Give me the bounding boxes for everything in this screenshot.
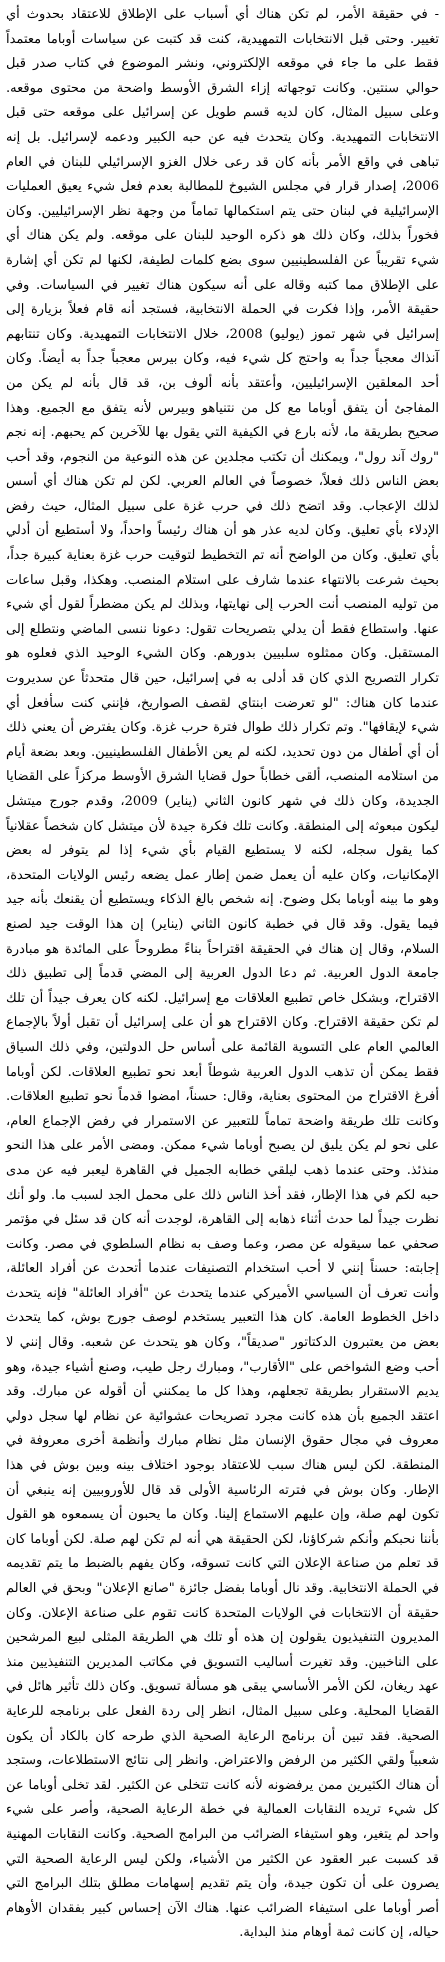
article-body: - في حقيقة الأمر، لم تكن هناك أي أسباب على الإطلاق للاعتقاد بحدوث أي تغيير. وحتى قبل الانتخابات التمهيدية، كنت قد كتبت عن سياسات أوباما معتمداً فقط على ما جاء في موقعه الإلكتروني، ونشر الموضوع في كتاب صدر قبل حوالي سنتين. وكانت توجهاته إزاء الشرق الأوسط واضحة من محتوى موقعه. وعلى سبيل المثال، كان لديه قسم طويل عن إسرائيل على موقعه حتى قبل الانتخابات التمهيدية. وكان يتحدث فيه عن حبه الكبير ودعمه لإسرائيل. بل إنه تباهى في واقع الأمر بأنه كان قد رعى خلال الغزو الإسرائيلي للبنان في العام 2006، إصدار قرار في مجلس الشيوخ للمطالبة بعدم فعل شيء يعيق العمليات الإسرائيلية في لبنان حتى يتم استكمالها تماماً من وجهة نظر الإسرائيليين. وكان فخوراً بذلك، وكان ذلك هو ذكره الوحيد للبنان على موقعه. ولم يكن هناك أي شيء تقريباً عن الفلسطينيين سوى بضع كلمات لطيفة، لكنها لم تكن أي إشارة على الإطلاق مما كتبه وقاله على أنه سيكون هناك تغيير في السياسات. وفي حقيقة الأمر، وإذا فكرت في الحملة الانتخابية، فستجد أنه قام فعلاً بزيارة إلى إسرائيل في شهر تموز (يوليو) 2008، خلال الانتخابات التمهيدية. وكان تنتابهم آنذاك معجباً جداً به واحتج كل شيء فيه، وكان بيرس معجباً جداً به أيضاً. وكان أحد المعلقين الإسرائيليين، وأعتقد بأنه ألوف بن، قد قال بأنه لم يكن من المفاجئ أن يتفق أوباما مع كل من نتنياهو وبيرس لأنه يتفق مع الجميع. وهذا صحيح بطريقة ما، لأنه بارع في الكيفية التي يقول بها للآخرين كم يحبهم. إنه نجم "روك آند رول"، ويمكنك أن تكتب مجلدين عن هذه النوعية من النجوم، وقد أحب بعض الناس ذلك فعلاً، خصوصاً في العالم العربي. لكن لم تكن هناك أي أسس لذلك الإعجاب. وقد اتضح ذلك في حرب غزة على سبيل المثال، حيث رفض الإدلاء بأي تعليق. وكان لديه عذر هو أن هناك رئيساً واحداً، ولا أستطيع أن أدلي بأي تعليق. وكان من الواضح أنه تم التخطيط لتوقيت حرب غزة بعناية كبيرة جداً، بحيث شرعت بالانتهاء عندما شارف على استلام المنصب. وهكذا، وقبل ساعات من توليه المنصب أنت الحرب إلى نهايتها، وبذلك لم يكن مضطراً لقول أي شيء عنها. واستطاع فقط أن يدلي بتصريحات تقول: دعونا ننسى الماضي ونتطلع إلى المستقبل. وكان ممثلوه سلبيين بدورهم. وكان الشيء الوحيد الذي فعلوه هو تكرار التصريح الذي كان قد أدلى به في إسرائيل، حين قال متحدثاً عن سديروت عندما كان هناك: "لو تعرضت ابنتاي لقصف الصواريخ، فإنني كنت سأفعل أي شيء لإيقافها". وتم تكرار ذلك طوال فترة حرب غزة. وكان يفترض أن يعني ذلك أن أي أطفال من دون تحديد، لكنه لم يعن الأطفال الفلسطينيين. وبعد بضعة أيام من استلامه المنصب، ألقى خطاباً حول قضايا الشرق الأوسط مركزاً على القضايا الجديدة، وكان ذلك في شهر كانون الثاني (يناير) 2009، وقدم جورج ميتشل ليكون مبعوثه إلى المنطقة. وكانت تلك فكرة جيدة لأن ميتشل كان شخصاً عقلانياً كما يقول سجله، لكنه لا يستطيع القيام بأي شيء إذا لم يتوفر له بعض الإمكانيات، وكان عليه أن يعمل ضمن إطار عمل يضعه رئيس الولايات المتحدة، وهو ما بينه أوباما بكل وضوح. إنه شخص بالغ الذكاء ويستطيع أن يقنعك بأنه جيد فيما يقول. وقد قال في خطبة كانون الثاني (يناير) إن هذا الوقت جيد لصنع السلام، وقال إن هناك في الحقيقة اقتراحاً بناءً مطروحاً على المائدة هو مبادرة جامعة الدول العربية. ثم دعا الدول العربية إلى المضي قدماً إلى تطبيق ذلك الاقتراح، وبشكل خاص تطبيع العلاقات مع إسرائيل. لكنه كان يعرف جيداً أن تلك لم تكن حقيقة الاقتراح. وكان الاقتراح هو أن على إسرائيل أن تقبل أولاً بالإجماع العالمي العام على التسوية القائمة على أساس حل الدولتين، وفي ذلك السياق فقط يمكن أن تذهب الدول العربية شوطاً أبعد نحو تطبيع العلاقات. لكن أوباما أفرغ الاقتراح من المحتوى بعناية، وقال: حسناً، امضوا قدماً نحو تطبيع العلاقات. وكانت تلك طريقة واضحة تماماً للتعبير عن الاستمرار في رفض الإجماع العام، على نحو لم يكن يليق لن يصبح أوباما شيء ممكن. ومضى الأمر على هذا النحو منذئذ. وحتى عندما ذهب ليلقي خطابه الجميل في القاهرة ليعبر فيه عن مدى حبه لكم في هذا الإطار، فقد أخذ الناس ذلك على محمل الجد لسبب ما. ولو أنك نظرت جيداً لما حدث أثناء ذهابه إلى القاهرة، لوجدت أنه كان قد سئل في مؤتمر صحفي عما سيقوله عن مصر، وعما وصف به نظام السلطوي في مصر. وكانت إجابته: حسناً إنني لا أحب استخدام التصنيفات عندما أتحدث عن أفراد العائلة، وأنت تعرف أن السياسي الأميركي عندما يتحدث عن "أفراد العائلة" فإنه يتحدث داخل الخطوط العامة. كان هذا التعبير يستخدم لوصف جورج بوش، كما يتحدث بعض من يعتبرون الدكتاتور "صديقاً"، وكان هو يتحدث عن شعبه. وقال إنني لا أحب وضع الشواخص على "الأقارب"، ومبارك رجل طيب، وصنع أشياء جيدة، وهو يديم الاستقرار بطريقة تجعلهم، وهذا كل ما يمكنني أن أقوله عن مبارك. وقد اعتقد الجميع بأن هذه كانت مجرد تصريحات عشوائية عن نظام لها سجل دولي معروف في مجال حقوق الإنسان مثل نظام مبارك وأنظمة أخرى معروفة في المنطقة. لكن ليس هناك سبب للاعتقاد بوجود اختلاف بينه وبين بوش في هذا الإطار. وكان بوش في فترته الرئاسية الأولى قد قال للأوروبيين إنه ينبغي أن تكون لهم صلة، وإن عليهم الاستماع إلينا. وكان ما يحبون أن يسمعوه هو القول بأننا نحبكم وأنكم شركاؤنا، لكن الحقيقة هي أنه لم تكن لهم صلة. لكن أوباما كان قد تعلم من صناعة الإعلان التي كانت تسوقه، وكان يفهم بالضبط ما يتم تقديمه في الحملة الانتخابية. وقد نال أوباما بفضل جائزة "صانع الإعلان" وبحق في العالم حقيقة أن الانتخابات في الولايات المتحدة كانت تقوم على صناعة الإعلان. وكان المديرون التنفيذيون يقولون إن هذه أو تلك هي الطريقة المثلى لبيع المرشحين على الناخبين. وقد تغيرت أساليب التسويق في مكاتب المديرين التنفيذيين منذ عهد ريغان، لكن الأمر الأساسي يبقى هو مسألة تسويق. وكان ذلك تأثير هائل في القضايا المحلية. وعلى سبيل المثال، انظر إلى ردة الفعل على برنامجه للرعاية الصحية. فقد تبين أن برنامج الرعاية الصحية الذي طرحه كان بالكاد أن يكون شعبياً ولقي الكثير من الرفض والاعتراض. وانظر إلى نتائج الاستطلاعات، وستجد أن هناك الكثيرين ممن يرفضونه لأنه كانت تتخلى عن الكثير. لقد تخلى أوباما عن كل شيء تريده النقابات العمالية في خطة الرعاية الصحية، وأصر على شيء واحد لم يتغير، وهو استيفاء الضرائب من البرامج الصحية. وكانت النقابات المهنية قد كسبت عبر العقود عن الكثير من الأشياء، ولكن ليس الرعاية الصحية التي يصرون على أن تكون جيدة، وأن يتم تقديم إسهامات مطلق بتلك البرامج التي أصر أوباما على استيفاء الضرائب عنها. هناك الآن إحساس كبير بفقدان الأوهام حياله، إن كانت ثمة أوهام منذ البداية. xyxy=(6,7,439,1941)
